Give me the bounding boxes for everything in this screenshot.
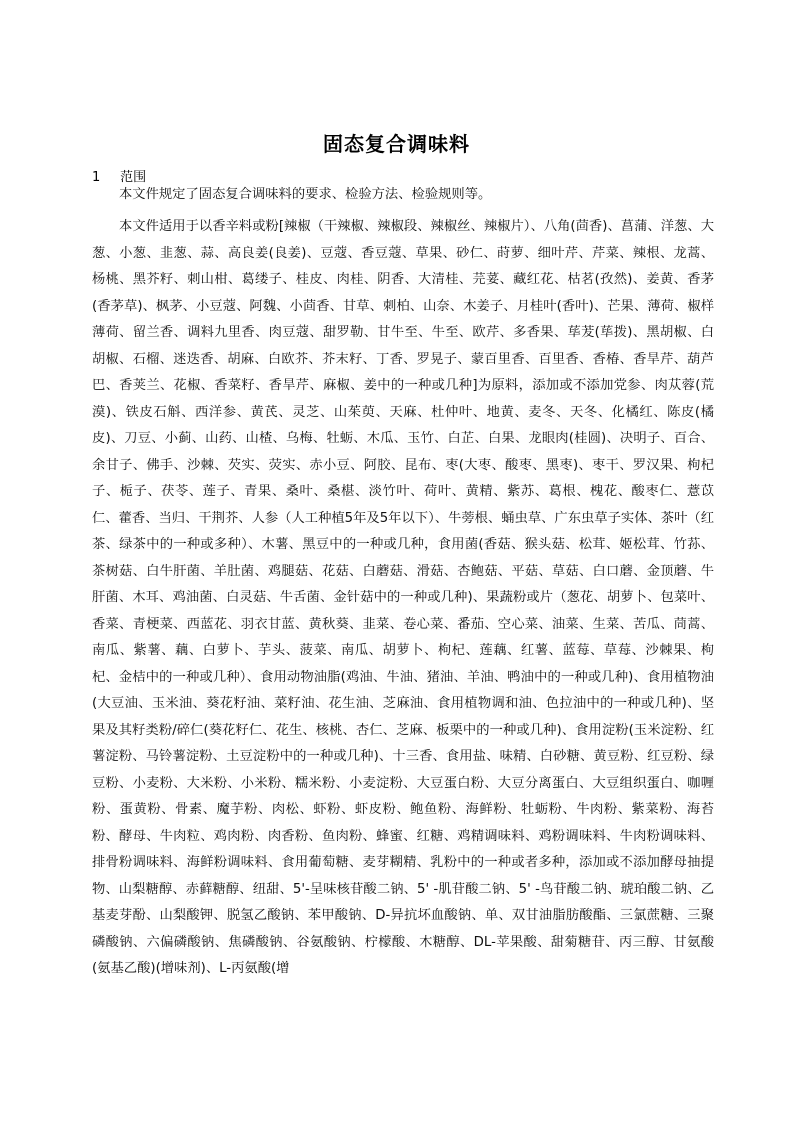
section-title: 范围 [120, 170, 147, 185]
paragraph-scope-ingredients: 本文件适用于以香辛料或粉[辣椒（干辣椒、辣椒段、辣椒丝、辣椒片）、八角(茴香)、菖蒲、洋葱、大葱、小葱、韭葱、蒜、高良姜(良姜)、豆蔻、香豆蔻、草果、砂仁、莳萝、细叶芹、芹菜、辣根、龙蒿、杨桃、黑芥籽、刺山柑、葛缕子、桂皮、肉桂、阴香、大清桂、芫荽、藏红花、枯茗(孜然)、姜黄、香茅(香茅草)、枫茅、小豆蔻、阿魏、小茴香、甘草、刺柏、山奈、木姜子、月桂叶(香叶)、芒果、薄荷、椒样薄荷、留兰香、调料九里香、肉豆蔻、甜罗勒、甘牛至、牛至、欧芹、多香果、荜茇(荜拨)、黑胡椒、白胡椒、石榴、迷迭香、胡麻、白欧芥、芥末籽、丁香、罗晃子、蒙百里香、百里香、香椿、香旱芹、葫芦巴、香荚兰、花椒、香菜籽、香旱芹、麻椒、姜中的一种或几种]为原料，添加或不添加党参、肉苁蓉(荒漠)、铁皮石斛、西洋参、黄芪、灵芝、山茱萸、天麻、杜仲叶、地黄、麦冬、天冬、化橘红、陈皮(橘皮)、刀豆、小蓟、山药、山楂、乌梅、牡蛎、木瓜、玉竹、白芷、白果、龙眼肉(桂圆)、决明子、百合、余甘子、佛手、沙棘、芡实、荧实、赤小豆、阿胶、昆布、枣(大枣、酸枣、黑枣)、枣干、罗汉果、枸杞子、栀子、茯苓、莲子、青果、桑叶、桑椹、淡竹叶、荷叶、黄精、紫苏、葛根、槐花、酸枣仁、薏苡仁、藿香、当归、干荆芥、人参（人工种植5年及5年以下）、牛蒡根、蛹虫草、广东虫草子实体、茶叶（红茶、绿茶中的一种或多种）、木薯、黑豆中的一种或几种，食用菌(香菇、猴头菇、松茸、姬松茸、竹荪、茶树菇、白牛肝菌、羊肚菌、鸡腿菇、花菇、白蘑菇、滑菇、杏鲍菇、平菇、草菇、白口蘑、金顶蘑、牛肝菌、木耳、鸡油菌、白灵菇、牛舌菌、金针菇中的一种或几种)、果蔬粉或片（葱花、胡萝卜、包菜叶、香菜、青梗菜、西蓝花、羽衣甘蓝、黄秋葵、韭菜、卷心菜、番茄、空心菜、油菜、生菜、苦瓜、茼蒿、南瓜、紫薯、藕、白萝卜、芋头、菠菜、南瓜、胡萝卜、枸杞、莲藕、红薯、蓝莓、草莓、沙棘果、枸杞、金桔中的一种或几种）、食用动物油脂(鸡油、牛油、猪油、羊油、鸭油中的一种或几种)、食用植物油(大豆油、玉米油、葵花籽油、菜籽油、花生油、芝麻油、食用植物调和油、色拉油中的一种或几种)、坚果及其籽类粉/碎仁(葵花籽仁、花生、核桃、杏仁、芝麻、板栗中的一种或几种)、食用淀粉(玉米淀粉、红薯淀粉、马铃薯淀粉、土豆淀粉中的一种或几种)、十三香、食用盐、味精、白砂糖、黄豆粉、红豆粉、绿豆粉、小麦粉、大米粉、小米粉、糯米粉、小麦淀粉、大豆蛋白粉、大豆分离蛋白、大豆组织蛋白、咖喱粉、蛋黄粉、骨素、魔芋粉、肉松、虾粉、虾皮粉、鲍鱼粉、海鲜粉、牡蛎粉、牛肉粉、紫菜粉、海苔粉、酵母、牛肉粒、鸡肉粉、肉香粉、鱼肉粉、蜂蜜、红糖、鸡精调味料、鸡粉调味料、牛肉粉调味料、排骨粉调味料、海鲜粉调味料、食用葡萄糖、麦芽糊精、乳粉中的一种或者多种，添加或不添加酵母抽提物、山梨糖醇、赤藓糖醇、纽甜、5'-呈味核苷酸二钠、5' -肌苷酸二钠、5' -鸟苷酸二钠、琥珀酸二钠、乙基麦芽酚、山梨酸钾、脱氢乙酸钠、苯甲酸钠、D-异抗坏血酸钠、单、双甘油脂肪酸酯、三氯蔗糖、三聚磷酸钠、六偏磷酸钠、焦磷酸钠、谷氨酸钠、柠檬酸、木糖醇、DL-苹果酸、甜菊糖苷、丙三醇、甘氨酸(氨基乙酸)(增味剂)、L-丙氨酸(增 [92, 219, 714, 976]
section-number: 1 [92, 170, 101, 185]
document-title: 固态复合调味料 [323, 132, 470, 156]
paragraph-scope-intro: 本文件规定了固态复合调味料的要求、检验方法、检验规则等。 [119, 187, 492, 202]
